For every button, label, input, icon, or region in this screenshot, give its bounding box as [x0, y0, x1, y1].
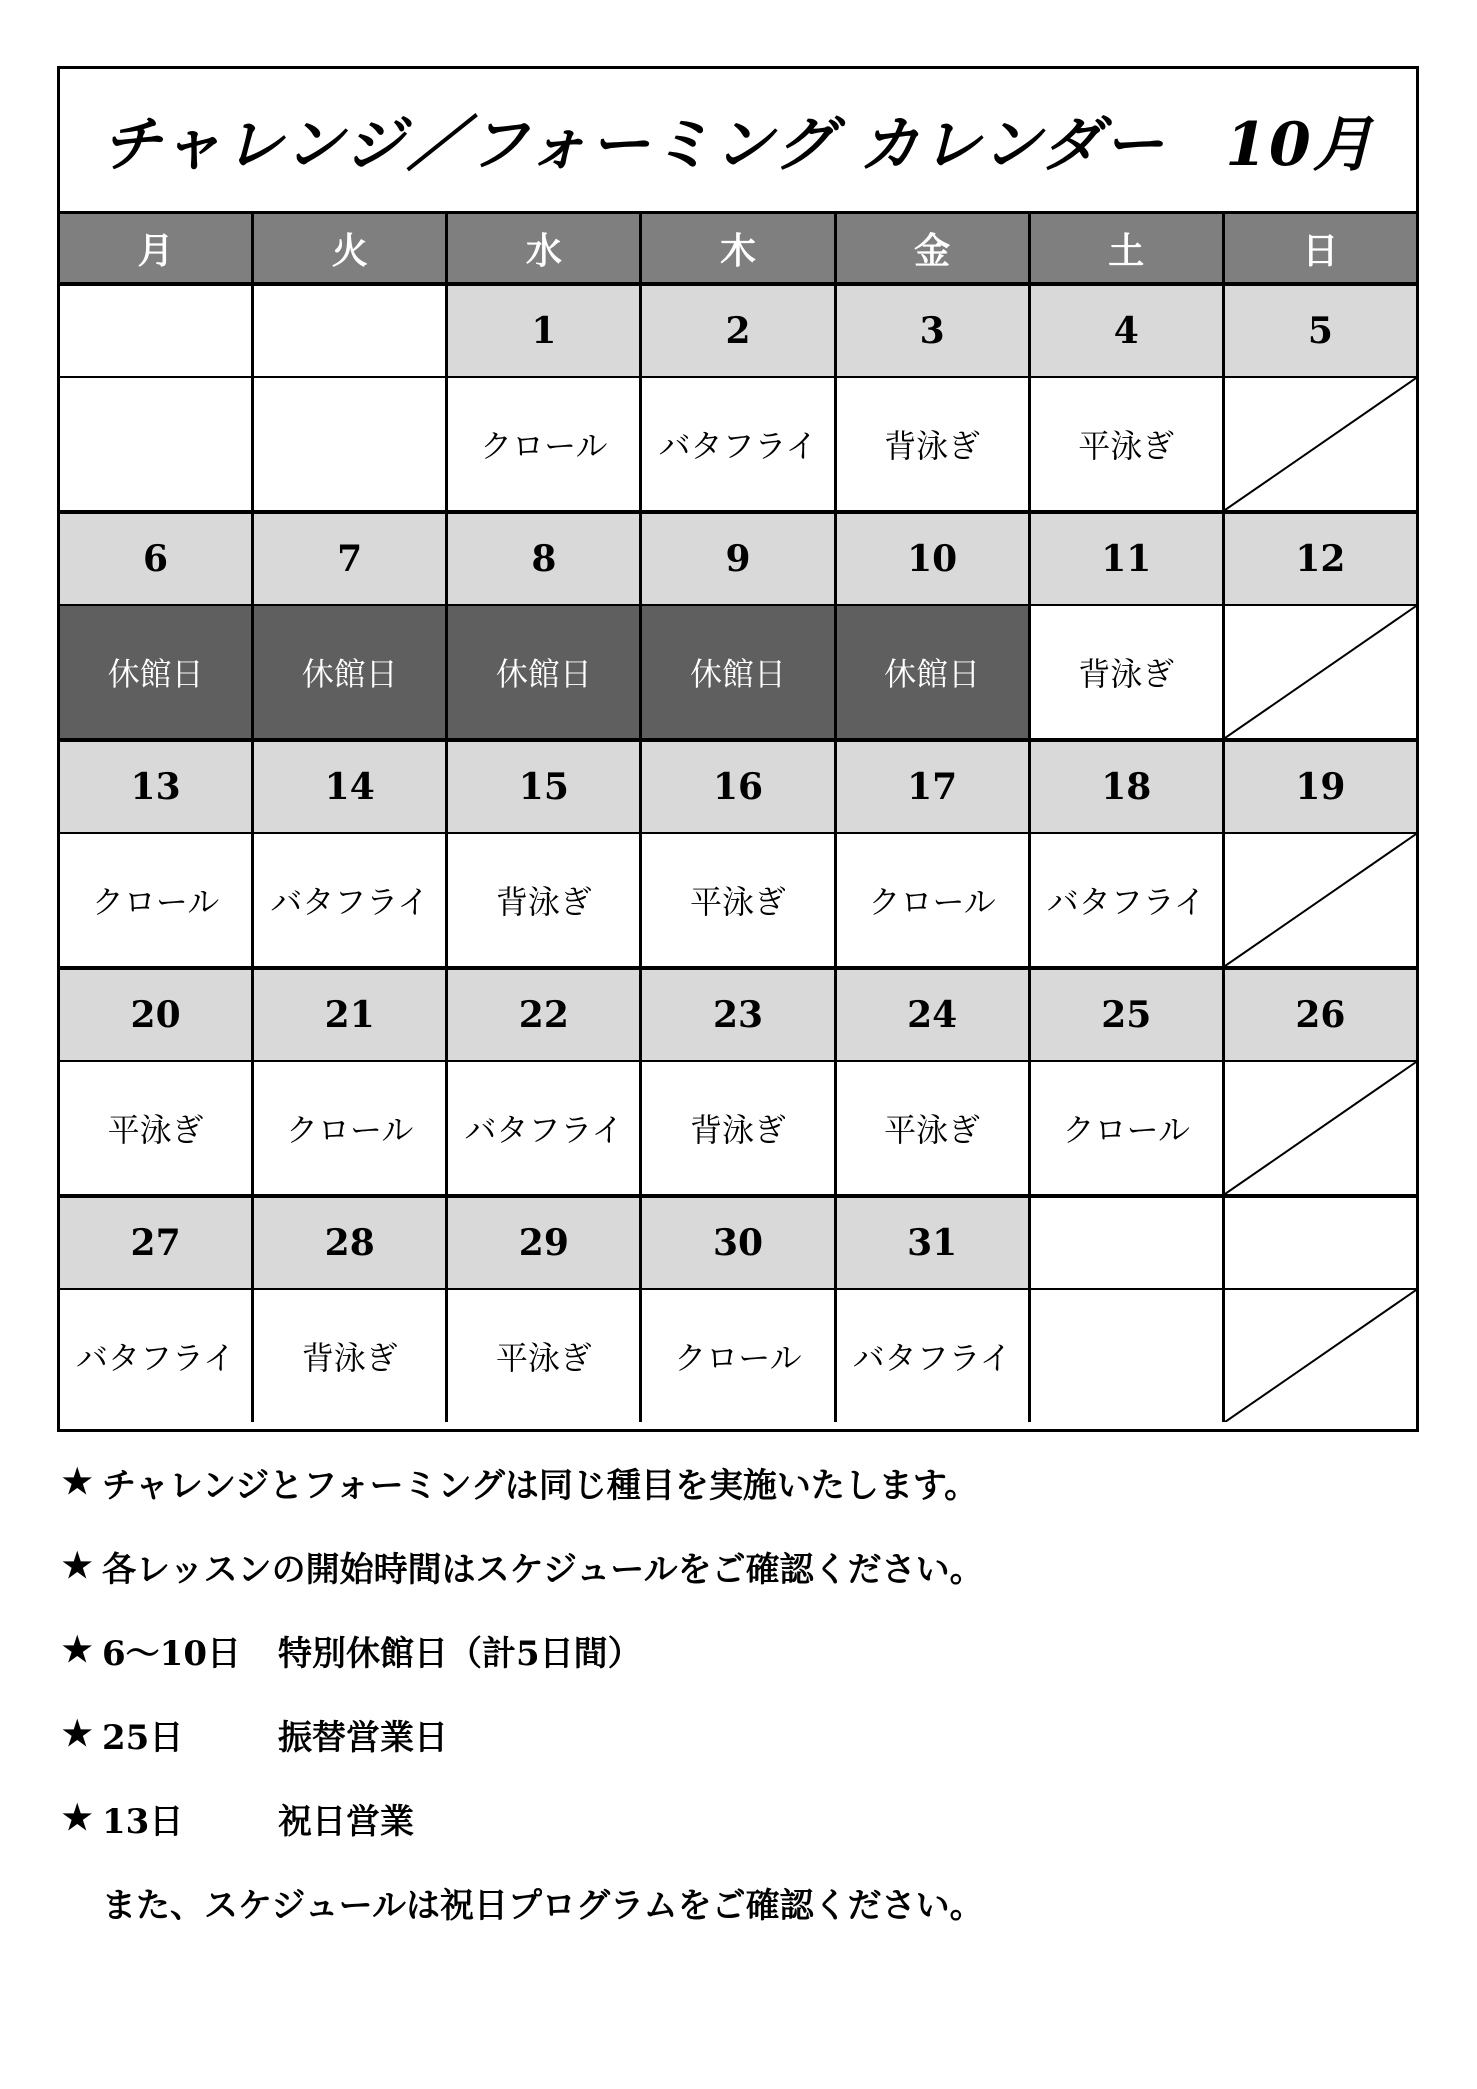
date-cell: 19	[1225, 742, 1416, 832]
calendar-weeks	[60, 286, 1416, 1422]
activity-cell: クロール	[448, 378, 642, 510]
weekday-thu: 木	[642, 214, 836, 282]
weekday-sat: 土	[1031, 214, 1225, 282]
date-cell: 20	[60, 970, 254, 1060]
star-icon: ★	[62, 1546, 93, 1586]
date-cell: 27	[60, 1198, 254, 1288]
date-cell	[1225, 1198, 1416, 1288]
note-text: 振替営業日	[278, 1717, 448, 1758]
note-text: 特別休館日（計5日間）	[278, 1633, 642, 1674]
date-cell: 8	[448, 514, 642, 604]
date-cell: 10	[837, 514, 1031, 604]
note-text: また、スケジュールは祝日プログラムをご確認ください。	[102, 1885, 984, 1926]
star-icon: ★	[62, 1798, 93, 1838]
activity-cell: バタフライ	[254, 834, 448, 966]
date-cell: 26	[1225, 970, 1416, 1060]
activity-cell: 平泳ぎ	[837, 1062, 1031, 1194]
diagonal-slash-icon	[1225, 378, 1416, 510]
notes-section	[62, 1440, 1422, 1944]
activity-row	[60, 1290, 1416, 1422]
activity-cell: 背泳ぎ	[642, 1062, 836, 1194]
star-icon: ★	[62, 1630, 93, 1670]
title-main: チャレンジ／フォーミング カレンダー	[101, 110, 1166, 180]
activity-cell	[60, 378, 254, 510]
date-cell: 28	[254, 1198, 448, 1288]
calendar-table	[57, 66, 1419, 1432]
week-row	[60, 514, 1416, 742]
week-row	[60, 742, 1416, 970]
date-cell: 25	[1031, 970, 1225, 1060]
diagonal-slash-icon	[1225, 606, 1416, 738]
activity-cell: クロール	[642, 1290, 836, 1422]
week-row	[60, 286, 1416, 514]
activity-cell	[254, 378, 448, 510]
note-line	[62, 1860, 1422, 1944]
date-cell: 9	[642, 514, 836, 604]
note-text: 各レッスンの開始時間はスケジュールをご確認ください。	[102, 1549, 984, 1590]
weekday-fri: 金	[837, 214, 1031, 282]
calendar-title	[60, 69, 1416, 214]
date-cell: 14	[254, 742, 448, 832]
date-cell: 12	[1225, 514, 1416, 604]
date-cell: 22	[448, 970, 642, 1060]
weekday-mon: 月	[60, 214, 254, 282]
closed-day-cell: 休館日	[254, 606, 448, 738]
star-icon: ★	[62, 1714, 93, 1754]
diagonal-slash-icon	[1225, 1062, 1416, 1194]
date-cell: 17	[837, 742, 1031, 832]
note-date-label: 25日	[102, 1717, 184, 1758]
activity-cell: 背泳ぎ	[254, 1290, 448, 1422]
activity-cell: 平泳ぎ	[60, 1062, 254, 1194]
date-cell: 18	[1031, 742, 1225, 832]
date-row	[60, 970, 1416, 1062]
date-cell: 16	[642, 742, 836, 832]
no-lesson-cell	[1225, 606, 1416, 738]
date-cell: 23	[642, 970, 836, 1060]
date-cell	[60, 286, 254, 376]
activity-cell	[1031, 1290, 1225, 1422]
activity-cell: バタフライ	[837, 1290, 1031, 1422]
activity-row	[60, 834, 1416, 966]
note-text: チャレンジとフォーミングは同じ種目を実施いたします。	[102, 1465, 979, 1506]
title-month: 10月	[1225, 110, 1375, 180]
date-row	[60, 742, 1416, 834]
date-cell: 4	[1031, 286, 1225, 376]
date-cell: 30	[642, 1198, 836, 1288]
closed-day-cell: 休館日	[837, 606, 1031, 738]
date-cell: 31	[837, 1198, 1031, 1288]
date-cell: 11	[1031, 514, 1225, 604]
date-row	[60, 286, 1416, 378]
closed-day-cell: 休館日	[60, 606, 254, 738]
weekday-header-row	[60, 214, 1416, 286]
note-line	[62, 1608, 1422, 1692]
activity-cell: クロール	[1031, 1062, 1225, 1194]
diagonal-slash-icon	[1225, 834, 1416, 966]
star-icon: ★	[62, 1462, 93, 1502]
date-cell: 21	[254, 970, 448, 1060]
activity-cell: バタフライ	[60, 1290, 254, 1422]
activity-row	[60, 1062, 1416, 1194]
note-text: 祝日営業	[278, 1801, 414, 1842]
no-lesson-cell	[1225, 378, 1416, 510]
activity-row	[60, 606, 1416, 738]
date-cell: 5	[1225, 286, 1416, 376]
date-cell: 6	[60, 514, 254, 604]
date-cell: 2	[642, 286, 836, 376]
activity-cell: クロール	[60, 834, 254, 966]
activity-cell: バタフライ	[1031, 834, 1225, 966]
activity-cell: 平泳ぎ	[642, 834, 836, 966]
note-line	[62, 1524, 1422, 1608]
date-cell	[254, 286, 448, 376]
no-lesson-cell	[1225, 1290, 1416, 1422]
date-cell	[1031, 1198, 1225, 1288]
date-cell: 29	[448, 1198, 642, 1288]
closed-day-cell: 休館日	[642, 606, 836, 738]
note-line	[62, 1776, 1422, 1860]
week-row	[60, 1198, 1416, 1422]
activity-cell: クロール	[837, 834, 1031, 966]
note-line	[62, 1440, 1422, 1524]
activity-cell: 背泳ぎ	[837, 378, 1031, 510]
activity-cell: クロール	[254, 1062, 448, 1194]
note-date-label: 13日	[102, 1801, 184, 1842]
no-lesson-cell	[1225, 1062, 1416, 1194]
weekday-sun: 日	[1225, 214, 1416, 282]
date-row	[60, 1198, 1416, 1290]
date-row	[60, 514, 1416, 606]
date-cell: 1	[448, 286, 642, 376]
activity-cell: 平泳ぎ	[1031, 378, 1225, 510]
no-lesson-cell	[1225, 834, 1416, 966]
activity-cell: 平泳ぎ	[448, 1290, 642, 1422]
date-cell: 24	[837, 970, 1031, 1060]
date-cell: 15	[448, 742, 642, 832]
activity-cell: バタフライ	[448, 1062, 642, 1194]
activity-cell: 背泳ぎ	[448, 834, 642, 966]
closed-day-cell: 休館日	[448, 606, 642, 738]
activity-cell: 背泳ぎ	[1031, 606, 1225, 738]
date-cell: 13	[60, 742, 254, 832]
date-cell: 3	[837, 286, 1031, 376]
activity-cell: バタフライ	[642, 378, 836, 510]
weekday-wed: 水	[448, 214, 642, 282]
weekday-tue: 火	[254, 214, 448, 282]
note-line	[62, 1692, 1422, 1776]
note-date-label: 6～10日	[102, 1633, 241, 1674]
week-row	[60, 970, 1416, 1198]
activity-row	[60, 378, 1416, 510]
date-cell: 7	[254, 514, 448, 604]
diagonal-slash-icon	[1225, 1290, 1416, 1422]
